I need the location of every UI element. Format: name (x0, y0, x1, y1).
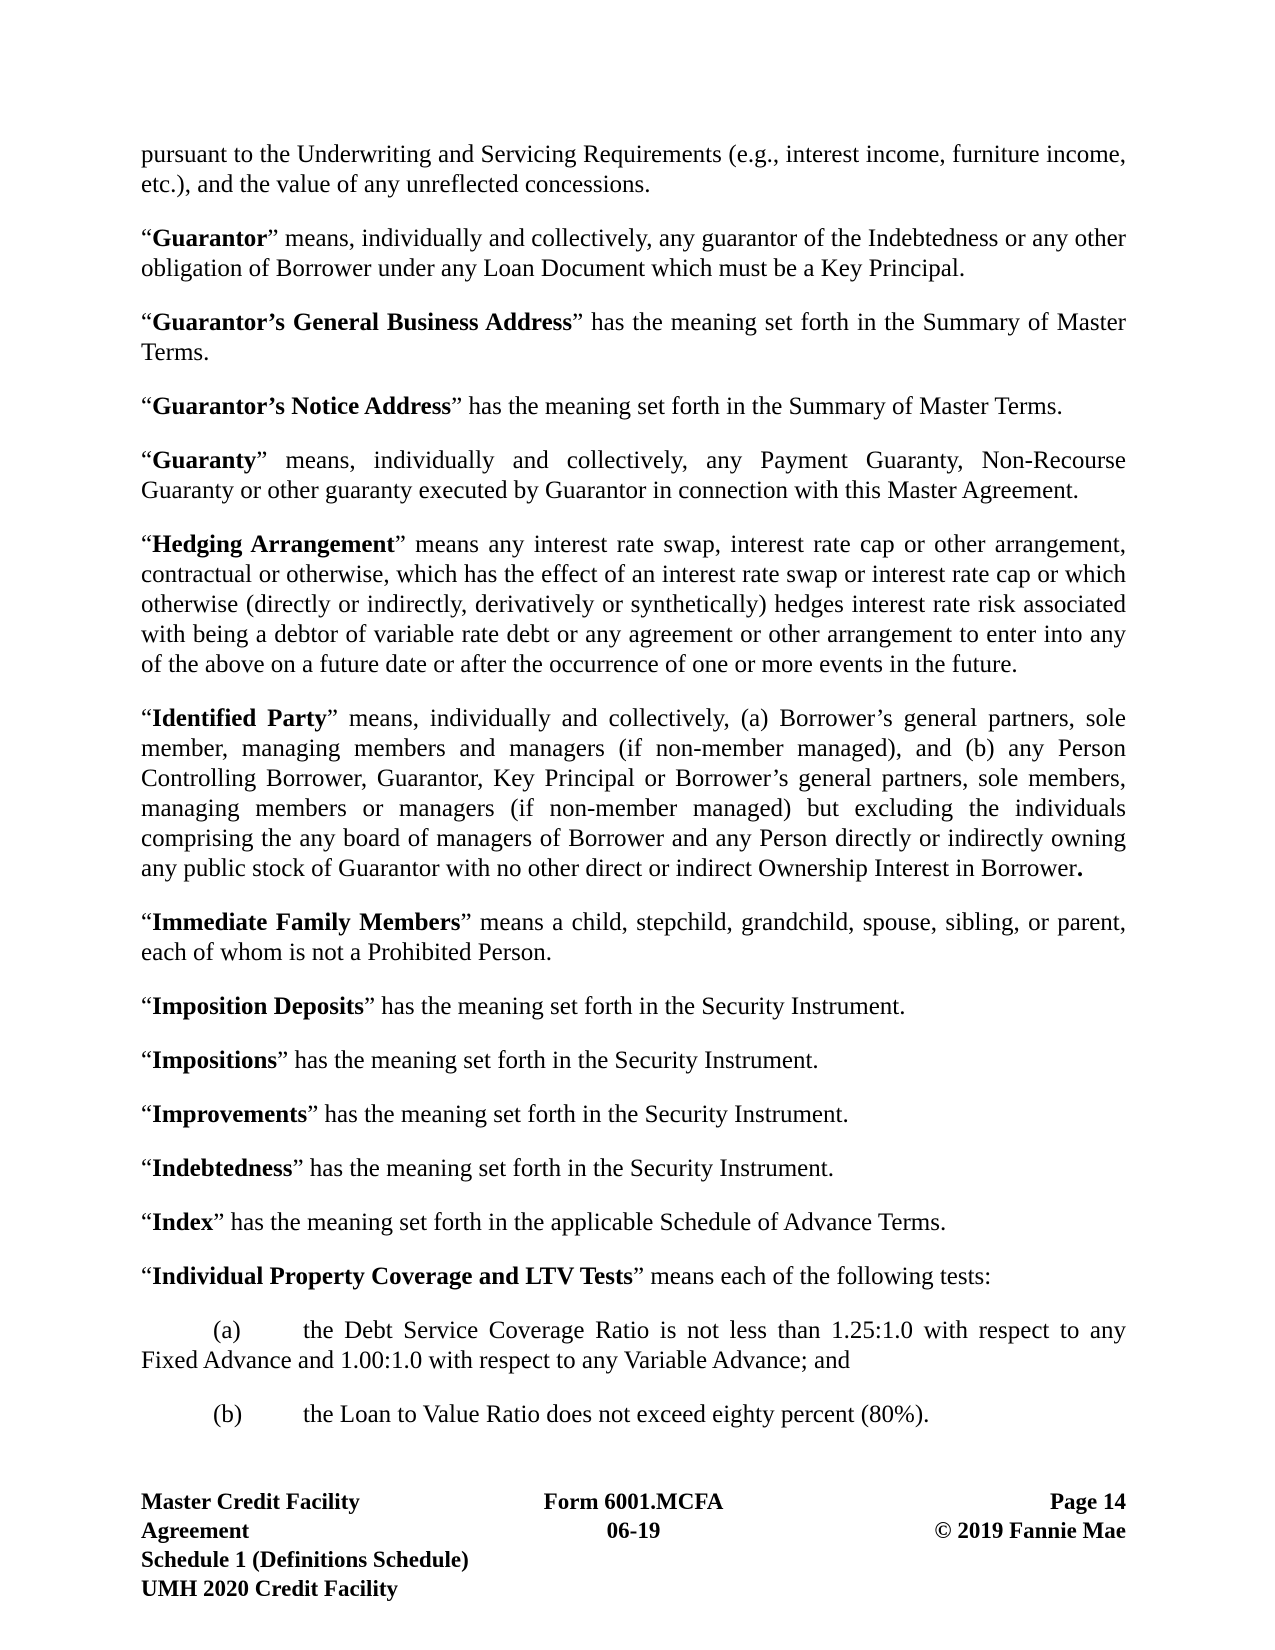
text-run: ” means each of the following tests: (633, 1263, 992, 1290)
defined-term: Identified Party (152, 705, 327, 732)
defined-term: . (1076, 855, 1084, 882)
footer-form-number: Form 6001.MCFA (543, 1489, 724, 1514)
text-run: pursuant to the Underwriting and Servicing Requirements (e.g., interest income, furniture income, etc.), and the value of any unreflected concessions. (141, 141, 1126, 198)
text-run: “ (141, 447, 153, 474)
text-run: “ (141, 1047, 153, 1074)
text-run: “ (141, 1155, 153, 1182)
footer-facility-name: UMH 2020 Credit Facility (141, 1576, 398, 1601)
paragraph (141, 446, 1126, 506)
text-run: “ (141, 1209, 153, 1236)
paragraph (141, 704, 1126, 884)
paragraph (141, 308, 1126, 368)
footer-form-date: 06-19 (606, 1518, 661, 1543)
text-run: ” means, individually and collectively, any guarantor of the Indebtedness or any other obligation of Borrower under any Loan Document which must be a Key Principal. (141, 225, 1126, 282)
list-item-marker: (a) (213, 1317, 241, 1344)
page-footer (141, 1487, 1126, 1603)
text-run: ” has the meaning set forth in the applicable Schedule of Advance Terms. (213, 1209, 947, 1236)
defined-term: Guaranty (152, 447, 257, 474)
text-run: ” has the meaning set forth in the Summary of Master Terms. (141, 309, 1126, 366)
text-run: the Debt Service Coverage Ratio is not less than 1.25:1.0 with respect to any Fixed Advance and 1.00:1.0 with respect to any Variable Advance; and (141, 1317, 1126, 1374)
defined-term: Guarantor’s General Business Address (152, 309, 573, 336)
defined-term: Hedging Arrangement (152, 531, 395, 558)
footer-doc-title: Master Credit Facility Agreement (141, 1489, 360, 1543)
footer-page-number: Page 14 (1049, 1489, 1126, 1514)
footer-copyright: © 2019 Fannie Mae (934, 1518, 1126, 1543)
list-item-marker: (b) (213, 1401, 243, 1428)
text-run: “ (141, 1263, 153, 1290)
paragraph (141, 1154, 1126, 1184)
list-item (141, 1316, 1126, 1376)
paragraph (141, 1262, 1126, 1292)
text-run: “ (141, 531, 153, 558)
paragraph (141, 908, 1126, 968)
paragraph (141, 1208, 1126, 1238)
text-run: the Loan to Value Ratio does not exceed eighty percent (80%). (303, 1401, 930, 1428)
footer-schedule-title: Schedule 1 (Definitions Schedule) (141, 1547, 469, 1572)
text-run: ” has the meaning set forth in the Security Instrument. (292, 1155, 834, 1182)
footer-left-block (141, 1487, 469, 1603)
defined-term: Impositions (152, 1047, 278, 1074)
paragraph (141, 224, 1126, 284)
defined-term: Indebtedness (152, 1155, 293, 1182)
text-run: “ (141, 309, 153, 336)
text-run: ” has the meaning set forth in the Security Instrument. (363, 993, 906, 1020)
text-run: ” means a child, stepchild, grandchild, spouse, sibling, or parent, each of whom is not a Prohibited Person. (141, 909, 1127, 966)
text-run: “ (141, 909, 153, 936)
text-run: ” has the meaning set forth in the Security Instrument. (307, 1101, 849, 1128)
footer-center-block (469, 1487, 797, 1603)
document-body (141, 140, 1126, 1454)
text-run: ” means, individually and collectively, any Payment Guaranty, Non-Recourse Guaranty or other guaranty executed by Guarantor in connection with this Master Agreement. (141, 447, 1126, 504)
defined-term: Individual Property Coverage and LTV Tests (152, 1263, 633, 1290)
paragraph (141, 530, 1126, 680)
paragraph (141, 140, 1126, 200)
defined-term: Guarantor (152, 225, 268, 252)
defined-term: Imposition Deposits (152, 993, 364, 1020)
paragraph (141, 1046, 1126, 1076)
text-run: “ (141, 1101, 153, 1128)
defined-term: Improvements (152, 1101, 308, 1128)
defined-term: Guarantor’s Notice Address (152, 393, 452, 420)
paragraph (141, 1100, 1126, 1130)
text-run: ” means, individually and collectively, (a) Borrower’s general partners, sole member, managing members and managers (if non-member managed), and (b) any Person Controlling Borrower, Guarantor, Key Principal or Borrower’s general partners, sole members, managing members or managers (if non-member managed) but excluding the individuals comprising the any board of managers of Borrower and any Person directly or indirectly owning any public stock of Guarantor with no other direct or indirect Ownership Interest in Borrower (141, 705, 1126, 882)
text-run: “ (141, 393, 153, 420)
text-run: ” means any interest rate swap, interest rate cap or other arrangement, contractual or otherwise, which has the effect of an interest rate swap or interest rate cap or which otherwise (directly or indirectly, derivatively or synthetically) hedges interest rate risk associated with being a debtor of variable rate debt or any agreement or other arrangement to enter into any of the above on a future date or after the occurrence of one or more events in the future. (141, 531, 1126, 678)
text-run: “ (141, 705, 153, 732)
paragraph (141, 992, 1126, 1022)
list-item (141, 1400, 1126, 1430)
defined-term: Immediate Family Members (152, 909, 461, 936)
footer-right-block (798, 1487, 1126, 1603)
paragraph (141, 392, 1126, 422)
text-run: “ (141, 225, 153, 252)
text-run: ” has the meaning set forth in the Security Instrument. (277, 1047, 819, 1074)
text-run: ” has the meaning set forth in the Summary of Master Terms. (451, 393, 1063, 420)
defined-term: Index (152, 1209, 214, 1236)
text-run: “ (141, 993, 153, 1020)
